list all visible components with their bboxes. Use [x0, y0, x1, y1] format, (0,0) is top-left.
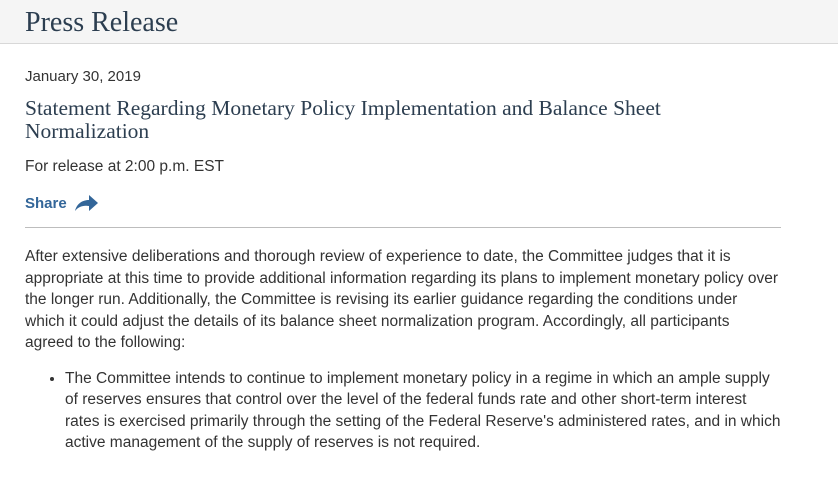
policy-list: [25, 368, 781, 454]
release-date: January 30, 2019: [25, 68, 141, 85]
release-time: For release at 2:00 p.m. EST: [25, 158, 225, 175]
divider: [25, 227, 781, 228]
list-item: • The Committee intends to continue to implement monetary policy in a regime in which an ample supply of reserves ensures that control over the level of the federal funds rate and other short-term interest rates is exercised primarily through the setting of the Federal Reserve's administered rates, and in which active management of the supply of reserves is not required.: [65, 368, 781, 454]
page-title: Press Release: [25, 7, 179, 38]
release-title: Statement Regarding Monetary Policy Implementation and Balance Sheet Normalization: [25, 96, 661, 143]
press-release-article: [25, 67, 781, 454]
page-header: [0, 0, 838, 44]
share-button[interactable]: [25, 193, 99, 213]
intro-paragraph: After extensive deliberations and thorough review of experience to date, the Committee judges that it is appropriate at this time to provide additional information regarding its plans to implement monetary policy over the longer run. Additionally, the Committee is revising its earlier guidance regarding the conditions under which it could adjust the details of its balance sheet normalization program. Accordingly, all participants agreed to the following:: [25, 248, 778, 351]
share-arrow-icon: [73, 193, 99, 213]
share-label: Share: [25, 194, 67, 212]
